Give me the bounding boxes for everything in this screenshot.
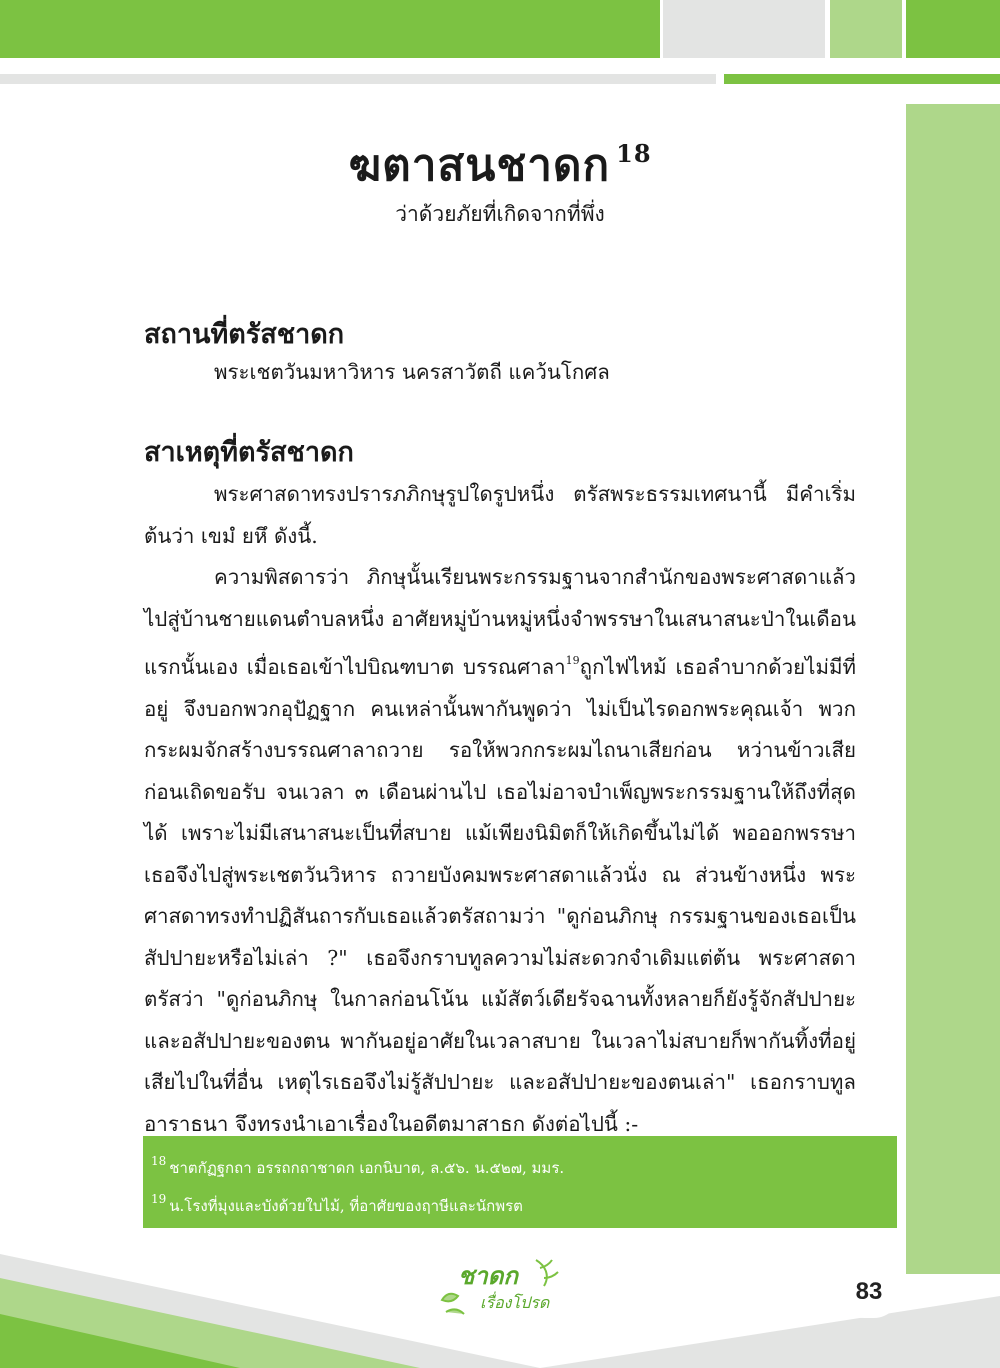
series-logo [436,1256,566,1320]
footnote-19 [151,1192,523,1218]
footnote-text: น.โรงที่มุงและบังด้วยใบไม้, ที่อาศัยของฤาษีและนักพรต [169,1197,523,1215]
place-text: พระเชตวันมหาวิหาร นครสาวัตถี แคว้นโกศล [214,360,610,384]
footnote-text: ชาตกัฏฐกถา อรรถกถาชาดก เอกนิบาต, ล.๕๖. น.๕๒๗, มมร. [169,1159,565,1177]
footnote-18 [151,1154,564,1180]
cause-heading: สาเหตุที่ตรัสชาดก [144,437,354,468]
page-title [0,130,1000,200]
header-bar-light-green [830,0,902,58]
title-text: ฆตาสนชาดก [348,140,611,191]
header-rule-green [724,74,1000,84]
leaf-ornament-icon [536,1260,558,1286]
cause-paragraph-1: พระศาสดาทรงปรารภภิกษุรูปใดรูปหนึ่ง ตรัสพระธรรมเทศนานี้ มีคำเริ่มต้นว่า เขมํ ยหึ ดังนี้. [144,482,856,548]
footnote-box [143,1136,897,1228]
cause-paragraph-2 [144,557,856,1145]
para2-part-b: ถูกไฟไหม้ เธอลำบากด้วยไม่มีที่อยู่ จึงบอกพวกอุปัฏฐาก คนเหล่านั้นพากันพูดว่า ไม่เป็นไรดอกพระคุณเจ้า พวกกระผมจักสร้างบรรณศาลาถวาย รอให้พวกกระผมไถนาเสียก่อน หว่านข้าวเสียก่อนเถิดขอรับ จนเวลา ๓ เดือนผ่านไป เธอไม่อาจบำเพ็ญพระกรรมฐานให้ถึงที่สุดได้ เพราะไม่มีเสนาสนะเป็นที่สบาย แม้เพียงนิมิตก็ให้เกิดขึ้นไม่ได้ พอออกพรรษา เธอจึงไปสู่พระเชตวันวิหาร ถวายบังคมพระศาสดาแล้วนั่ง ณ ส่วนข้างหนึ่ง พระศาสดาทรงทำปฏิสันถารกับเธอแล้วตรัสถามว่า "ดูก่อนภิกษุ กรรมฐานของเธอเป็นสัปปายะหรือไม่เล่า ?" เธอจึงกราบทูลความไม่สะดวกจำเดิมแต่ต้น พระศาสดาตรัสว่า "ดูก่อนภิกษุ ในกาลก่อนโน้น แม้สัตว์เดียรัจฉานทั้งหลายก็ยังรู้จักสัปปายะ และอสัปปายะของตน พากันอยู่อาศัยในเวลาสบาย ในเวลาไม่สบายก็พากันทิ้งที่อยู่เสียไปในที่อื่น เหตุไรเธอจึงไม่รู้สัปปายะ และอสัปปายะของตนเล่า" เธอกราบทูลอาราธนา จึงทรงนำเอาเรื่องในอดีตมาสาธก ดังต่อไปนี้ :- [144,655,856,1136]
header-bar-green [0,0,660,58]
title-footnote-ref: 18 [616,139,652,168]
side-stripe [906,104,1000,1274]
page-number: 83 [838,1266,900,1318]
logo-line-2: เรื่องโปรด [480,1293,550,1312]
footnote-ref-19: 19 [565,654,580,667]
header-rule-gray [0,74,716,84]
page-subtitle: ว่าด้วยภัยที่เกิดจากที่พึ่ง [395,202,605,226]
header-bar-gray [663,0,825,58]
logo-line-1: ชาดก [458,1262,518,1290]
header-bar-green-right [906,0,1000,58]
para2-part-a: ความพิสดารว่า ภิกษุนั้นเรียนพระกรรมฐานจากสำนักของพระศาสดาแล้ว ไปสู่บ้านชายแดนตำบลหนึ่ง อาศัยหมู่บ้านหมู่หนึ่งจำพรรษาในเสนาสนะป่าในเดือนแรกนั้นเอง เมื่อเธอเข้าไปบิณฑบาต บรรณศาลา [144,565,856,679]
footnote-number: 18 [151,1154,167,1168]
footnote-number: 19 [151,1192,167,1206]
swirl-ornament-icon [442,1294,464,1314]
place-heading: สถานที่ตรัสชาดก [144,319,345,350]
